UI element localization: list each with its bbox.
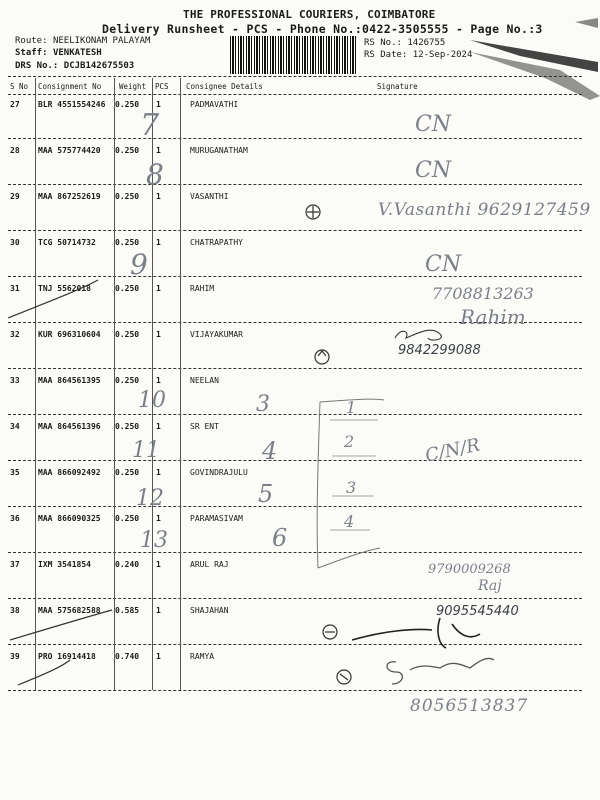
hw-cnr: C/N/R [423,434,482,467]
hw-cn-3: CN [425,252,462,277]
drs-label: DRS No.: [15,61,59,71]
hw-cn-2: CN [415,158,452,183]
route-value: NEELIKONAM PALAYAM [52,36,151,46]
hw-box-r4: 4 [344,512,355,531]
row-weight: 0.250 [115,422,140,431]
hw-8: 8 [146,158,164,191]
circle-mark-icon [306,205,351,684]
hw-box-5: 5 [258,480,274,508]
hw-shajahan-phone: 9095545440 [436,604,519,619]
runsheet-subtitle: Delivery Runsheet - PCS - Phone No.:0422-3505555 - Page No.:3 [102,22,543,36]
drs-value: DCJB142675503 [63,61,135,71]
rs-no-value: 1426755 [407,38,446,48]
row-consignee: SR ENT [190,422,219,431]
hw-box-r2: 2 [344,432,355,451]
hw-arul-sig: Raj [478,578,502,594]
row-consignment-no: IXM 3541854 [38,560,91,569]
row-weight: 0.250 [115,192,140,201]
row-consignment-no: TNJ 5562018 [38,284,91,293]
rs-no-label: RS No.: [364,38,402,48]
row-consignment-no: PRO 16914418 [38,652,96,661]
hw-vijay-phone: 9842299088 [398,343,481,358]
row-consignment-no: BLR 4551554246 [38,100,106,109]
rs-date-value: 12-Sep-2024 [412,50,473,60]
row-consignee: RAHIM [190,284,215,293]
row-pcs: 1 [156,652,161,661]
row-weight: 0.740 [115,652,140,661]
row-consignment-no: MAA 575774420 [38,146,101,155]
hw-7: 7 [140,108,160,143]
row-sno: 31 [10,284,20,293]
row-consignee: GOVINDRAJULU [190,468,248,477]
route-label: Route: [15,36,48,46]
hw-box-3: 3 [256,392,270,417]
hw-arul-phone: 9790009268 [428,562,511,577]
hw-rahim-phone: 7708813263 [432,284,534,303]
row-pcs: 1 [156,238,161,247]
row-pcs: 1 [156,514,161,523]
row-consignee: CHATRAPATHY [190,238,243,247]
row-sno: 32 [10,330,20,339]
row-consignment-no: KUR 696310604 [38,330,101,339]
hw-box-r3: 3 [346,478,357,497]
col-consignment: Consignment No [38,82,102,91]
hw-13: 13 [140,528,168,553]
row-consignee: RAMYA [190,652,215,661]
row-consignee: PADMAVATHI [190,100,239,109]
col-pcs: PCS [155,82,169,91]
row-pcs: 1 [156,330,161,339]
row-sno: 38 [10,606,20,615]
row-consignment-no: TCG 50714732 [38,238,96,247]
hw-12: 12 [136,486,164,511]
row-sno: 37 [10,560,20,569]
row-consignment-no: MAA 866090325 [38,514,101,523]
col-consignee: Consignee Details [186,82,263,91]
row-consignment-no: MAA 866092492 [38,468,101,477]
hw-cn-1: CN [415,112,452,137]
hw-9: 9 [130,248,148,281]
hw-10: 10 [138,388,166,413]
row-pcs: 1 [156,376,161,385]
row-pcs: 1 [156,560,161,569]
hw-bottom-phone: 8056513837 [410,696,529,716]
rs-date-label: RS Date: [364,50,408,60]
row-consignee: ARUL RAJ [190,560,229,569]
row-sno: 36 [10,514,20,523]
row-pcs: 1 [156,284,161,293]
row-consignment-no: MAA 575682588 [38,606,101,615]
col-weight: Weight [119,82,147,91]
row-weight: 0.250 [115,514,140,523]
row-consignee: MURUGANATHAM [190,146,248,155]
row-weight: 0.250 [115,468,140,477]
row-consignment-no: MAA 867252619 [38,192,101,201]
row-weight: 0.585 [115,606,140,615]
row-sno: 30 [10,238,20,247]
row-weight: 0.250 [115,146,140,155]
hw-11: 11 [132,438,160,463]
row-pcs: 1 [156,606,161,615]
row-consignment-no: MAA 864561396 [38,422,101,431]
col-sno: S No [10,82,29,91]
hw-rahim-sig: Rahim [460,305,526,329]
row-weight: 0.250 [115,238,140,247]
row-consignee: VASANTHI [190,192,229,201]
row-weight: 0.250 [115,376,140,385]
row-weight: 0.240 [115,560,140,569]
row-weight: 0.250 [115,284,140,293]
hw-vasanthi: V.Vasanthi 9629127459 [378,200,591,220]
row-sno: 27 [10,100,20,109]
row-consignee: VIJAYAKUMAR [190,330,243,339]
row-pcs: 1 [156,146,161,155]
staff-value: VENKATESH [52,48,102,58]
row-sno: 28 [10,146,20,155]
row-sno: 34 [10,422,20,431]
hw-box-4: 4 [262,437,278,465]
row-consignee: PARAMASIVAM [190,514,243,523]
row-weight: 0.250 [115,100,140,109]
row-pcs: 1 [156,192,161,201]
company-title: THE PROFESSIONAL COURIERS, COIMBATORE [183,8,436,21]
row-sno: 33 [10,376,20,385]
row-sno: 35 [10,468,20,477]
col-signature: Signature [377,82,418,91]
row-consignee: SHAJAHAN [190,606,229,615]
staff-label: Staff: [15,48,48,58]
row-sno: 29 [10,192,20,201]
row-weight: 0.250 [115,330,140,339]
row-pcs: 1 [156,422,161,431]
hw-box-r1: 1 [346,398,357,417]
row-sno: 39 [10,652,20,661]
row-pcs: 1 [156,100,161,109]
row-consignee: NEELAN [190,376,219,385]
hw-box-6: 6 [272,524,288,552]
row-pcs: 1 [156,468,161,477]
row-consignment-no: MAA 864561395 [38,376,101,385]
